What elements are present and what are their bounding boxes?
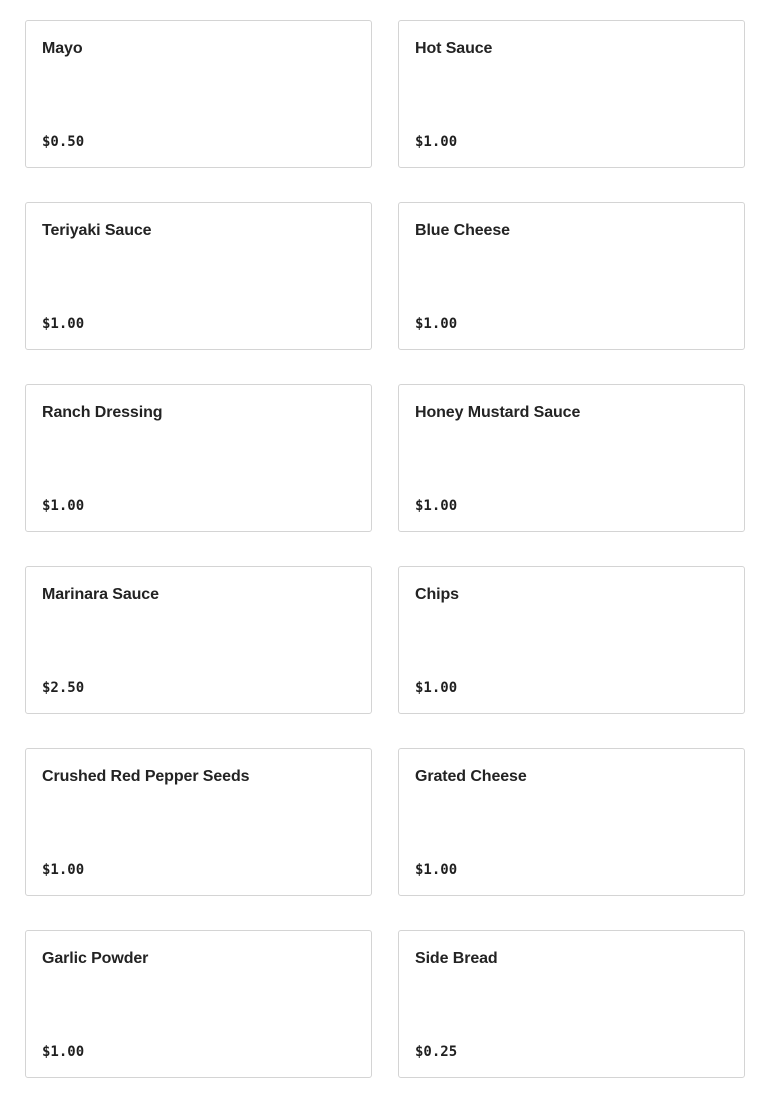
menu-item-name: Garlic Powder — [42, 950, 149, 967]
menu-item-name: Grated Cheese — [415, 768, 527, 785]
menu-item-card-side-bread[interactable] — [398, 930, 745, 1078]
menu-item-price: $1.00 — [42, 316, 85, 332]
menu-item-name: Hot Sauce — [415, 40, 493, 57]
menu-item-name: Honey Mustard Sauce — [415, 404, 581, 421]
menu-item-name: Blue Cheese — [415, 222, 510, 239]
menu-item-name: Crushed Red Pepper Seeds — [42, 768, 250, 785]
menu-item-price: $1.00 — [415, 862, 458, 878]
menu-item-name: Marinara Sauce — [42, 586, 159, 603]
menu-item-price: $0.25 — [415, 1044, 458, 1060]
menu-item-price: $1.00 — [415, 316, 458, 332]
menu-item-price: $1.00 — [415, 134, 458, 150]
menu-item-price: $1.00 — [42, 498, 85, 514]
menu-item-card-teriyaki-sauce[interactable] — [25, 202, 372, 350]
menu-item-price: $1.00 — [415, 680, 458, 696]
menu-item-card-hot-sauce[interactable] — [398, 20, 745, 168]
menu-item-card-ranch-dressing[interactable] — [25, 384, 372, 532]
menu-item-card-garlic-powder[interactable] — [25, 930, 372, 1078]
menu-item-card-marinara-sauce[interactable] — [25, 566, 372, 714]
menu-item-price: $1.00 — [42, 1044, 85, 1060]
menu-item-name: Ranch Dressing — [42, 404, 163, 421]
menu-item-card-blue-cheese[interactable] — [398, 202, 745, 350]
menu-item-name: Side Bread — [415, 950, 498, 967]
menu-item-card-grated-cheese[interactable] — [398, 748, 745, 896]
menu-item-price: $2.50 — [42, 680, 85, 696]
menu-item-name: Mayo — [42, 40, 83, 57]
menu-item-price: $1.00 — [415, 498, 458, 514]
menu-item-card-crushed-red-pepper-seeds[interactable] — [25, 748, 372, 896]
menu-item-card-chips[interactable] — [398, 566, 745, 714]
menu-item-price: $0.50 — [42, 134, 85, 150]
menu-item-card-honey-mustard-sauce[interactable] — [398, 384, 745, 532]
menu-item-name: Chips — [415, 586, 459, 603]
menu-item-price: $1.00 — [42, 862, 85, 878]
menu-item-card-mayo[interactable] — [25, 20, 372, 168]
menu-item-name: Teriyaki Sauce — [42, 222, 152, 239]
